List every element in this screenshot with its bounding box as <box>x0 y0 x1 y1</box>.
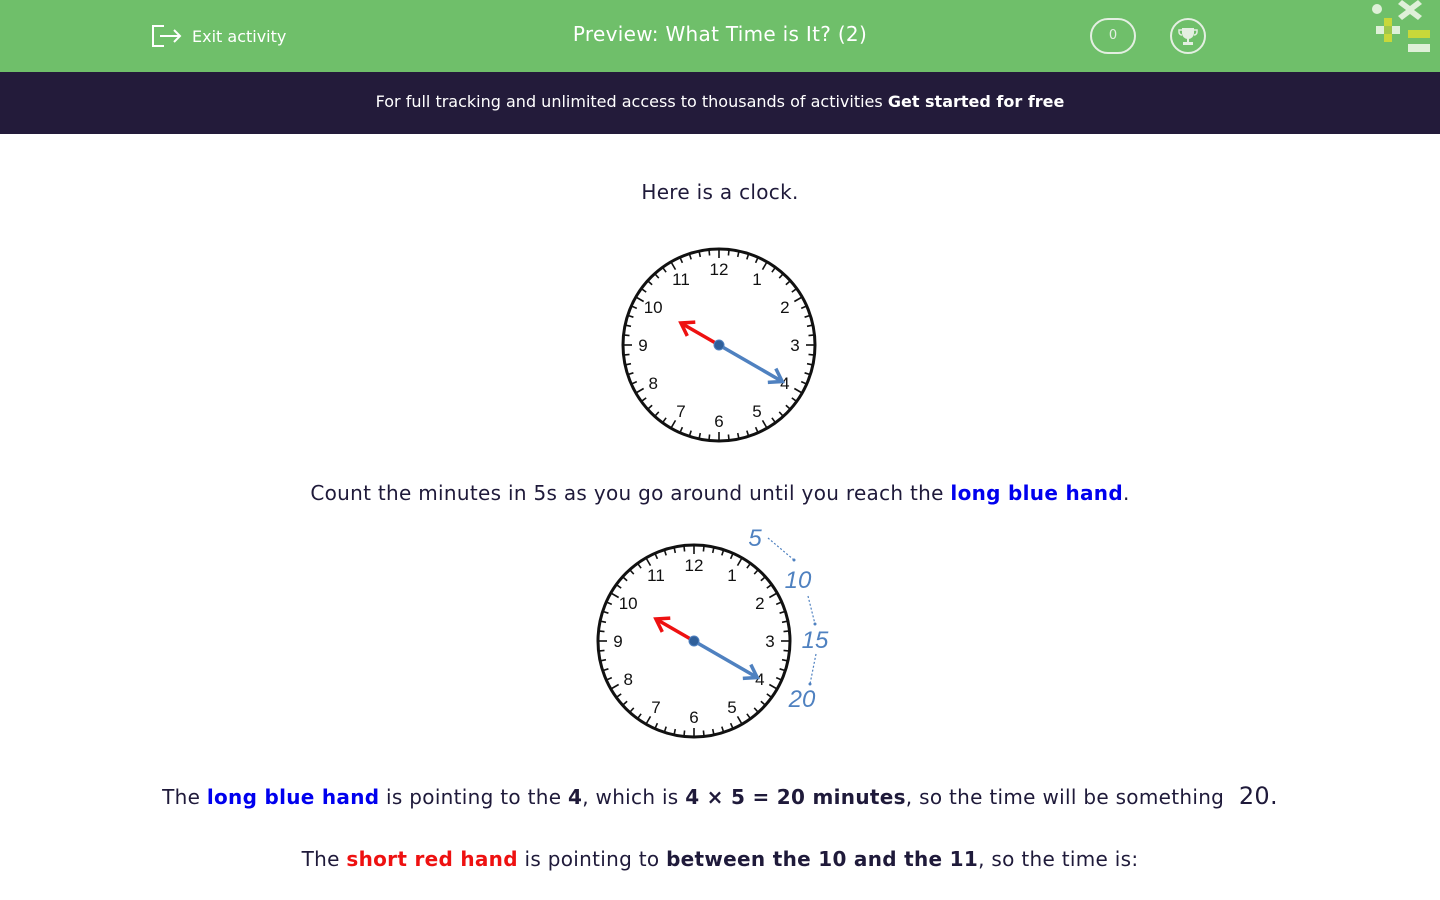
tick-mark <box>728 250 729 256</box>
tick-mark <box>809 335 815 336</box>
count-label: 15 <box>801 627 829 654</box>
clock-number: 9 <box>613 632 623 651</box>
text: is pointing to <box>517 847 667 871</box>
conclusion-line <box>0 847 1440 871</box>
trophy-icon <box>1177 25 1199 47</box>
short-red-hand-label: short red hand <box>346 847 518 871</box>
clock-number: 8 <box>648 374 658 393</box>
clock-number: 3 <box>765 632 775 651</box>
dotted-arrow <box>808 596 815 624</box>
clock-number: 5 <box>727 697 737 717</box>
count-label: 5 <box>748 525 762 552</box>
center-pin <box>689 636 699 646</box>
clock-1 <box>619 245 819 445</box>
clock-number: 10 <box>618 594 638 613</box>
count-label: 10 <box>784 567 812 594</box>
calculation: 4 × 5 = 20 minutes <box>685 785 906 809</box>
count-instruction <box>0 481 1440 505</box>
clock-number: 3 <box>790 336 800 355</box>
score-badge: 0 <box>1090 18 1136 54</box>
clock-number: 6 <box>714 412 724 431</box>
clock-number: 10 <box>643 298 663 317</box>
tick-mark <box>809 354 815 355</box>
exit-activity-button[interactable] <box>150 22 286 50</box>
clock-number: 9 <box>638 336 648 355</box>
page-title: Preview: What Time is It? (2) <box>572 22 868 46</box>
tick-mark <box>728 435 729 441</box>
tick-mark <box>709 250 710 256</box>
between-text: between the 10 and the 11 <box>666 847 979 871</box>
tick-mark <box>684 731 685 737</box>
dotted-arrow <box>768 538 794 560</box>
clock-number: 5 <box>752 401 762 421</box>
get-started-link[interactable]: Get started for free <box>887 92 1065 111</box>
exit-icon <box>150 22 182 50</box>
minutes-answer: 20. <box>1238 782 1278 810</box>
text: , which is <box>582 785 686 809</box>
clock-number: 11 <box>672 270 690 290</box>
period: . <box>1122 481 1130 505</box>
clock-number: 2 <box>780 298 790 317</box>
clock-number: 12 <box>684 556 704 575</box>
count-text: Count the minutes in 5s as you go around until you reach the <box>310 481 951 505</box>
exit-label: Exit activity <box>192 26 287 46</box>
clock-number: 4 <box>755 670 765 689</box>
center-pin <box>714 340 724 350</box>
text: , so the time will be something <box>905 785 1231 809</box>
brand-logo <box>1368 0 1440 60</box>
arrow-head <box>793 559 796 562</box>
text: The <box>162 785 207 809</box>
banner-text: For full tracking and unlimited access to thousands of activities <box>375 92 888 111</box>
clock-number: 4 <box>780 374 790 393</box>
trophy-button[interactable] <box>1170 18 1206 54</box>
text: is pointing to the <box>379 785 568 809</box>
count-label: 20 <box>788 686 816 713</box>
explanation-line <box>0 782 1440 810</box>
clock-number: 8 <box>623 670 633 689</box>
clock-number: 6 <box>689 708 699 727</box>
arrow-head <box>809 683 812 686</box>
tick-mark <box>684 546 685 552</box>
arrow-head <box>814 623 817 626</box>
top-bar <box>0 0 1440 72</box>
long-blue-hand-label: long blue hand <box>206 785 380 809</box>
clock-number: 2 <box>755 594 765 613</box>
clock-number: 12 <box>709 260 729 279</box>
signup-banner <box>0 72 1440 134</box>
tick-mark <box>624 354 630 355</box>
tick-mark <box>703 546 704 552</box>
number-four: 4 <box>568 785 583 809</box>
tick-mark <box>709 435 710 441</box>
intro-text: Here is a clock. <box>641 180 799 204</box>
text: , so the time is: <box>978 847 1139 871</box>
clock-number: 1 <box>752 270 762 290</box>
tick-mark <box>624 335 630 336</box>
tick-mark <box>599 650 605 651</box>
tick-mark <box>703 731 704 737</box>
dotted-arrow <box>810 654 816 684</box>
text: The <box>301 847 347 871</box>
clock-number: 1 <box>727 566 737 586</box>
clock-number: 7 <box>651 697 661 717</box>
count-annotations <box>740 520 850 720</box>
clock-number: 7 <box>676 401 686 421</box>
long-blue-hand-label: long blue hand <box>950 481 1123 505</box>
clock-number: 11 <box>647 566 665 586</box>
tick-mark <box>599 631 605 632</box>
